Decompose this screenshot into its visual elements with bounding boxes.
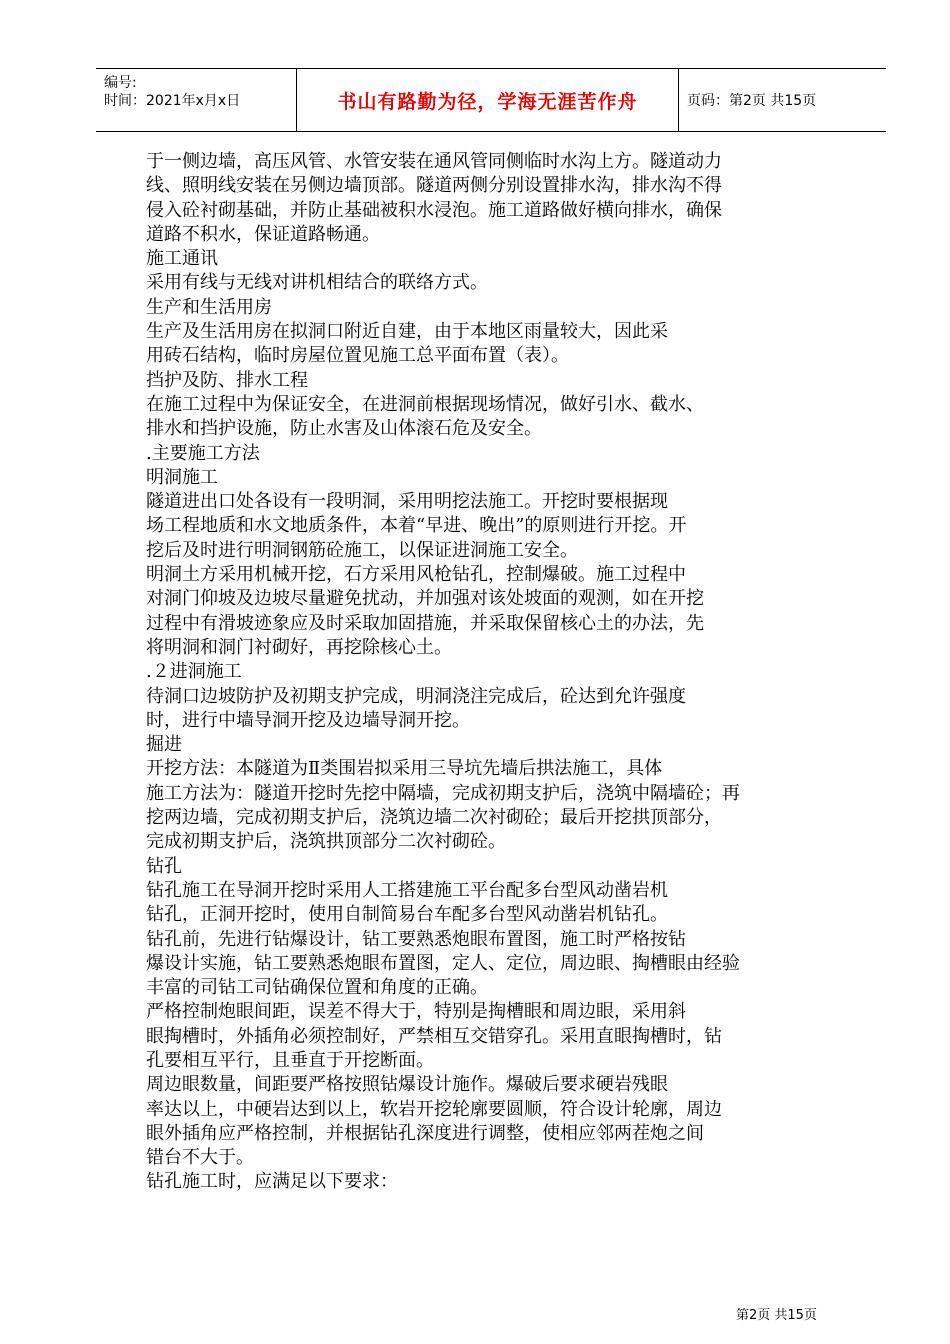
text-line: 线、照明线安装在另侧边墙顶部。隧道两侧分别设置排水沟，排水沟不得 [146,175,722,197]
document-time-label: 时间：2021年x月x日 [104,93,241,109]
text-line: 钻孔施工在导洞开挖时采用人工搭建施工平台配多台型风动凿岩机 [146,879,668,901]
text-line: 开挖方法：本隧道为Ⅱ类围岩拟采用三导坑先墙后拱法施工，具体 [146,758,663,780]
text-line: 生产和生活用房 [146,296,272,318]
text-line: 场工程地质和水文地质条件，本着“早进、晚出”的原则进行开挖。开 [146,515,687,537]
text-line: 挖两边墙，完成初期支护后，浇筑边墙二次衬砌砼；最后开挖拱顶部分， [146,807,722,829]
text-line: 采用有线与无线对讲机相结合的联络方式。 [146,272,488,294]
header-page-number: 页码：第2页 共15页 [687,93,817,109]
text-line: 道路不积水，保证道路畅通。 [146,223,380,245]
text-line: 掘进 [146,734,182,756]
text-line: 丰富的司钻工司钻确保位置和角度的正确。 [146,977,488,999]
text-line: 对洞门仰坡及边坡尽量避免扰动，并加强对该处坡面的观测，如在开挖 [146,588,704,610]
text-line: 时，进行中墙导洞开挖及边墙导洞开挖。 [146,709,470,731]
text-line: 将明洞和洞门衬砌好，再挖除核心土。 [146,636,452,658]
text-line: 孔要相互平行，且垂直于开挖断面。 [146,1049,434,1071]
document-body [146,150,846,1195]
text-line: 明洞土方采用机械开挖，石方采用风枪钻孔，控制爆破。施工过程中 [146,564,686,586]
document-number-label: 编号: [104,75,137,91]
text-line: 爆设计实施，钻工要熟悉炮眼布置图，定人、定位，周边眼、掏槽眼由经验 [146,952,740,974]
text-line: 严格控制炮眼间距，误差不得大于，特别是掏槽眼和周边眼，采用斜 [146,1001,686,1023]
header-motto: 书山有路勤为径，学海无涯苦作舟 [337,91,638,113]
page-header [96,68,886,132]
text-line: 眼掏槽时，外插角必须控制好，严禁相互交错穿孔。采用直眼掏槽时，钻 [146,1025,722,1047]
text-line: 率达以上，中硬岩达到以上，软岩开挖轮廓要圆顺，符合设计轮廓，周边 [146,1098,722,1120]
text-line: 在施工过程中为保证安全，在进洞前根据现场情况，做好引水、截水、 [146,393,704,415]
text-line: 隧道进出口处各设有一段明洞，采用明挖法施工。开挖时要根据现 [146,491,668,513]
header-info-cell [96,69,297,131]
text-line: .２进洞施工 [146,661,242,683]
text-line: .主要施工方法 [146,442,260,464]
text-line: 周边眼数量，间距要严格按照钻爆设计施作。爆破后要求硬岩残眼 [146,1074,668,1096]
page-footer: 第2页 共15页 [736,1308,817,1323]
text-line: 挡护及防、排水工程 [146,369,308,391]
text-line: 待洞口边坡防护及初期支护完成，明洞浇注完成后，砼达到允许强度 [146,685,686,707]
text-line: 过程中有滑坡迹象应及时采取加固措施，并采取保留核心土的办法，先 [146,612,704,634]
text-line: 钻孔施工时，应满足以下要求： [146,1171,398,1193]
text-line: 排水和挡护设施，防止水害及山体滚石危及安全。 [146,418,542,440]
text-line: 眼外插角应严格控制，并根据钻孔深度进行调整，使相应邻两茬炮之间 [146,1122,704,1144]
text-line: 明洞施工 [146,466,218,488]
text-line: 生产及生活用房在拟洞口附近自建，由于本地区雨量较大，因此采 [146,321,668,343]
text-line: 挖后及时进行明洞钢筋砼施工，以保证进洞施工安全。 [146,539,578,561]
text-line: 用砖石结构，临时房屋位置见施工总平面布置（表）。 [146,345,569,367]
text-line: 施工方法为：隧道开挖时先挖中隔墙，完成初期支护后，浇筑中隔墙砼；再 [146,782,740,804]
header-page-cell [679,69,886,131]
text-line: 侵入砼衬砌基础，并防止基础被积水浸泡。施工道路做好横向排水，确保 [146,199,722,221]
text-line: 错台不大于。 [146,1147,254,1169]
text-line: 钻孔前，先进行钻爆设计，钻工要熟悉炮眼布置图，施工时严格按钻 [146,928,686,950]
text-line: 完成初期支护后，浇筑拱顶部分二次衬砌砼。 [146,831,506,853]
text-line: 于一侧边墙，高压风管、水管安装在通风管同侧临时水沟上方。隧道动力 [146,151,722,172]
text-line: 钻孔，正洞开挖时，使用自制简易台车配多台型风动凿岩机钻孔。 [146,904,668,926]
header-motto-cell [297,69,679,131]
text-line: 施工通讯 [146,248,218,270]
text-line: 钻孔 [146,855,182,877]
